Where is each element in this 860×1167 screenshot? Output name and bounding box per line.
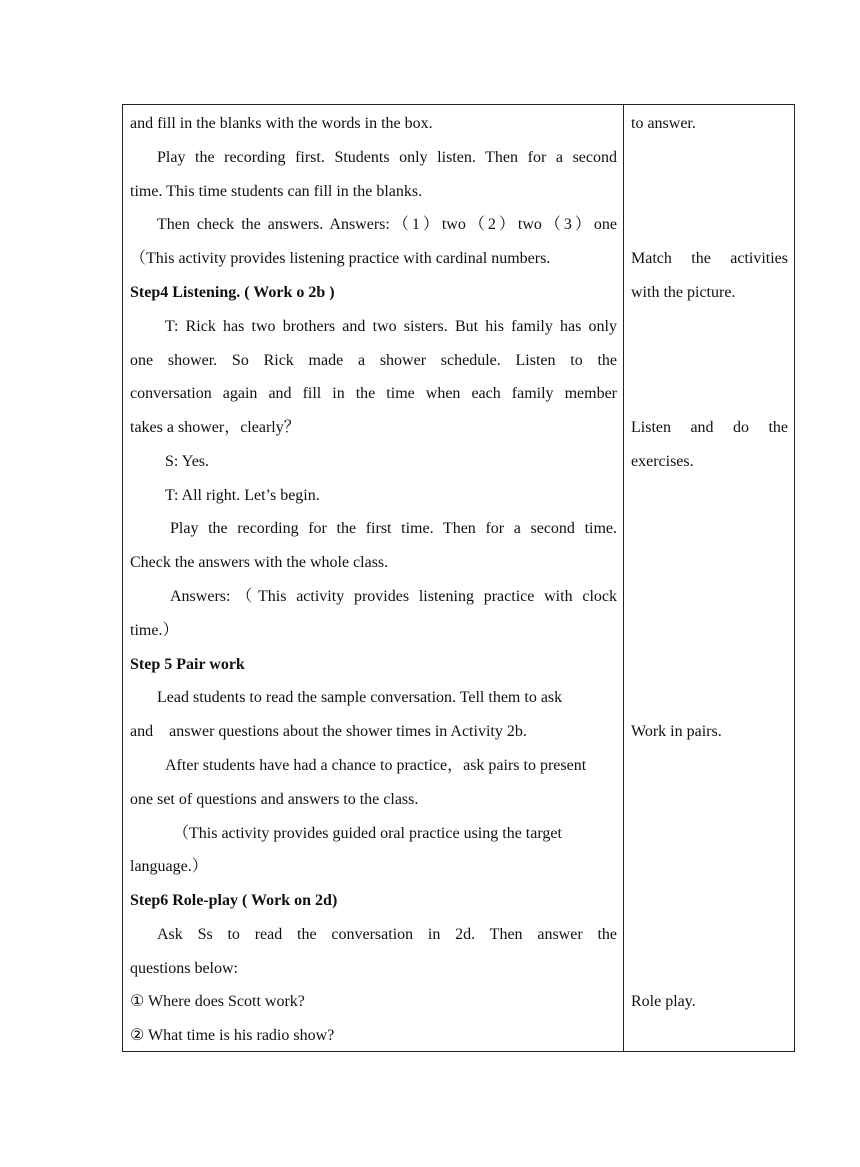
text-line: Lead students to read the sample conversation. Tell them to ask bbox=[157, 689, 563, 706]
text-line: Role play. bbox=[631, 993, 696, 1010]
text-line: T: Rick has two brothers and two sisters. But his family has only bbox=[165, 318, 617, 335]
text-line: with the picture. bbox=[631, 284, 736, 301]
step4-heading: Step4 Listening. ( Work o 2b ) bbox=[130, 284, 335, 301]
text-line: T: All right. Let’s begin. bbox=[165, 487, 320, 504]
text-line: time.） bbox=[130, 622, 179, 639]
step6-heading: Step6 Role-play ( Work on 2d) bbox=[130, 892, 338, 909]
lesson-table bbox=[122, 104, 795, 1052]
step5-heading: Step 5 Pair work bbox=[130, 656, 245, 673]
text-line: Check the answers with the whole class. bbox=[130, 554, 389, 571]
text-line: time. This time students can fill in the blanks. bbox=[130, 183, 423, 200]
text-line: S: Yes. bbox=[165, 453, 210, 470]
text-line: Match the activities bbox=[631, 250, 788, 267]
text-line: language.） bbox=[130, 858, 208, 875]
text-line: Play the recording for the first time. Then for a second time. bbox=[170, 520, 617, 537]
question-line: ① Where does Scott work? bbox=[130, 993, 305, 1010]
text-line: （This activity provides guided oral practice using the target bbox=[173, 825, 562, 842]
text-line: takes a shower，clearly？ bbox=[130, 419, 300, 436]
text-line: exercises. bbox=[631, 453, 694, 470]
text-line: questions below: bbox=[130, 960, 238, 977]
text-line: Listen and do the bbox=[631, 419, 788, 436]
text-line: and answer questions about the shower times in Activity 2b. bbox=[130, 723, 527, 740]
text-line: Work in pairs. bbox=[631, 723, 722, 740]
text-line: one shower. So Rick made a shower schedule. Listen to the bbox=[130, 352, 617, 369]
text-line: to answer. bbox=[631, 115, 696, 132]
text-line: one set of questions and answers to the class. bbox=[130, 791, 419, 808]
text-line: and fill in the blanks with the words in the box. bbox=[130, 115, 433, 132]
text-line: After students have had a chance to practice，ask pairs to present bbox=[165, 757, 587, 774]
text-line: Play the recording first. Students only listen. Then for a second bbox=[157, 149, 617, 166]
question-line: ② What time is his radio show? bbox=[130, 1027, 335, 1044]
text-line: Ask Ss to read the conversation in 2d. Then answer the bbox=[157, 926, 617, 943]
text-line: （This activity provides listening practice with cardinal numbers. bbox=[130, 250, 551, 267]
text-line: conversation again and fill in the time when each family member bbox=[130, 385, 617, 402]
text-line: Answers:（This activity provides listening practice with clock bbox=[170, 588, 617, 605]
column-divider bbox=[623, 105, 624, 1051]
text-line: Then check the answers. Answers:（1）two（2）two（3）one bbox=[157, 216, 617, 233]
